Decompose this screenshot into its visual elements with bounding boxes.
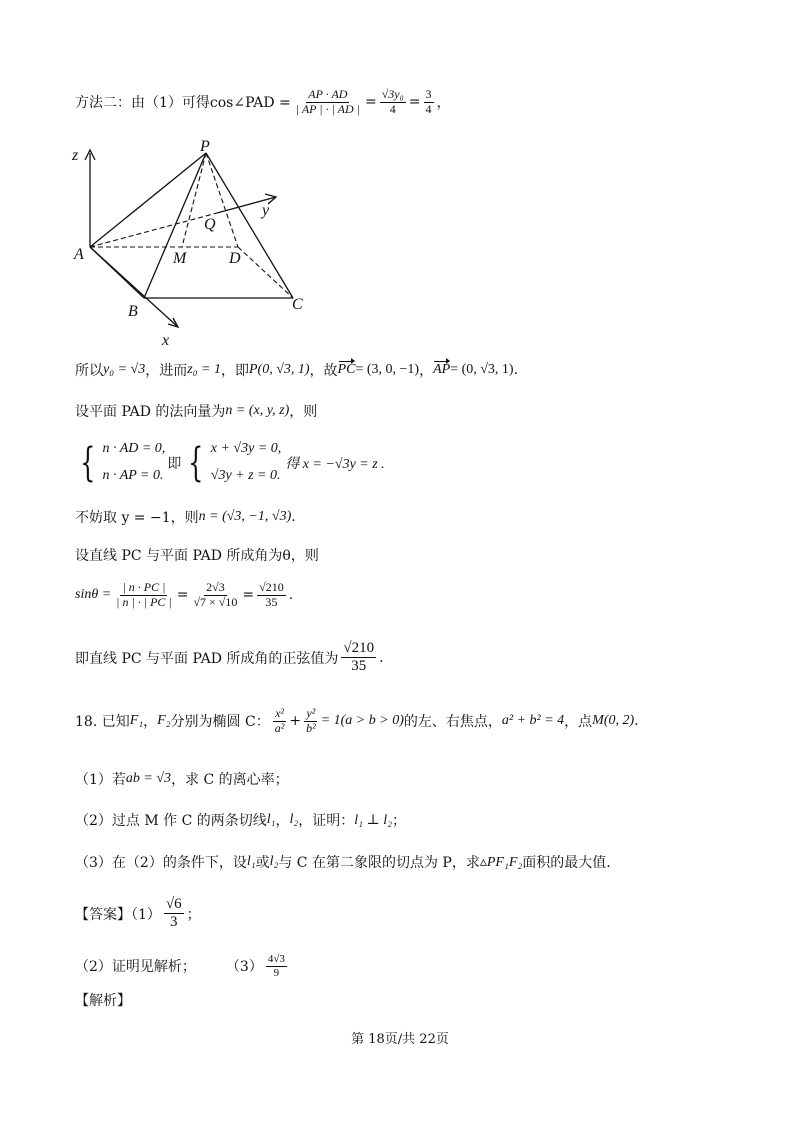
z0-value: z₀ = 1: [187, 362, 221, 377]
answer-3-fraction: $\frac{4√3}{9}$: [267, 953, 285, 979]
answer-line-2: （2）证明见解析； （3） $\frac{4√3}{9}$: [75, 953, 285, 979]
cos-fraction-2: $\frac{\text{√3y₀}}{4}$: [381, 87, 404, 116]
cos-fraction-1: $\frac{AP \cdot AD}{| AP | \cdot | AD |}$: [295, 87, 360, 116]
y0-value: y₀ = √3: [103, 362, 146, 377]
edge-PB: [144, 153, 206, 298]
pyramid-figure: [60, 135, 340, 350]
system-1: n · AD = 0, n · AP = 0.: [102, 441, 166, 483]
label-B: B: [128, 303, 138, 320]
y-axis-hidden: [90, 213, 217, 247]
normal-vector-value: n = (√3, −1, √3): [198, 509, 292, 524]
sine-fraction-1: $\frac{| n \cdot PC |}{| n | \cdot | PC |}$: [116, 580, 172, 609]
answer-line: 【答案】（1） $\frac{√6}{3}$ ；: [75, 896, 201, 931]
question-18: 18. 已知 F₁ ， F₂ 分别为椭圆 C： $\frac{\text{x²}}{\text{a²}}$ + $\frac{\text{y²}}{\text{b²}}$ = 1(a > b > 0) 的左、右焦点， a² + b² = 4 ，点 M(0, 2) .: [75, 706, 639, 735]
label-M: M: [173, 250, 187, 267]
vector-PC-value: = (3, 0, −1): [355, 362, 420, 377]
vector-AP-value: = (0, √3, 1): [450, 362, 514, 377]
result-line: 所以 y₀ = √3 ，进而 z₀ = 1 ，即 P(0, √3, 1) ，故 PC = (3, 0, −1) ， AP = (0, √3, 1) .: [75, 362, 519, 379]
label-y: y: [262, 202, 270, 219]
label-C: C: [292, 296, 303, 313]
normal-vector-line: 设平面 PAD 的法向量为 n = (x, y, z) ，则: [75, 403, 318, 420]
choose-y-line: 不妨取 y = −1，则 n = (√3, −1, √3) .: [75, 509, 296, 526]
edge-PA: [90, 153, 206, 247]
edge-DC: [238, 247, 293, 298]
label-Q: Q: [204, 216, 216, 233]
method-two-line: 方法二：由（1）可得cos∠PAD = $\frac{AP \cdot AD}{| AP | \cdot | AD |}$ = $\frac{\text{√3y₀}}{4}$ = $\frac{3}{4}$ ，: [75, 87, 451, 116]
equation-system-line: { n · AD = 0, n · AP = 0. 即 { x + √3y = 0, √3y + z = 0. 得 x = −√3y = z .: [75, 438, 385, 488]
left-brace-2: {: [188, 440, 204, 486]
analysis-label: 【解析】: [75, 993, 131, 1009]
sine-fraction-2: $\frac{2√3}{√7 \times √10}$: [193, 580, 238, 609]
point-P: P(0, √3, 1): [248, 362, 310, 377]
sine-result-fraction: $\frac{√210}{35}$: [343, 640, 375, 675]
ellipse-y-term: $\frac{\text{y²}}{\text{b²}}$: [306, 706, 316, 735]
left-brace-1: {: [80, 440, 96, 486]
label-P: P: [200, 138, 210, 155]
cos-fraction-3: $\frac{3}{4}$: [425, 87, 432, 116]
ellipse-x-term: $\frac{\text{x²}}{\text{a²}}$: [274, 706, 285, 735]
page-footer: 第 18页/共 22页: [351, 1032, 449, 1047]
question-18-part-2: （2）过点 M 作 C 的两条切线 l₁ ， l₂ ，证明： l₁ ⊥ l₂ ；: [75, 812, 406, 829]
answer-1-fraction: $\frac{√6}{3}$: [165, 896, 182, 931]
vector-PC: PC: [337, 362, 356, 377]
system-2: x + √3y = 0, √3y + z = 0.: [210, 441, 282, 483]
label-A: A: [74, 246, 84, 263]
question-18-part-3: （3）在（2）的条件下，设 l₁ 或 l₂ 与 C 在第二象限的切点为 P，求 ▵PF₁F₂ 面积的最大值.: [75, 854, 611, 871]
label-z: z: [72, 147, 79, 164]
edge-PC: [206, 153, 293, 298]
angle-def-line: 设直线 PC 与平面 PAD 所成角为θ，则: [75, 548, 319, 564]
method-two-prefix: 方法二：由（1）可得cos∠PAD =: [75, 95, 291, 112]
sine-result-line: 即直线 PC 与平面 PAD 所成角的正弦值为 $\frac{√210}{35}$ .: [75, 640, 384, 675]
sine-line: sinθ = $\frac{| n \cdot PC |}{| n | \cdot | PC |}$ = $\frac{2√3}{√7 \times √10}$ = $\frac{√210}{35}$ .: [75, 580, 294, 609]
label-x: x: [162, 332, 170, 349]
edge-AB: [90, 247, 144, 298]
normal-vector: n = (x, y, z): [225, 403, 290, 418]
sine-fraction-3: $\frac{√210}{35}$: [259, 580, 284, 609]
label-D: D: [229, 250, 241, 267]
question-18-part-1: （1）若 ab = √3 ，求 C 的离心率；: [75, 771, 289, 788]
vector-AP: AP: [433, 362, 451, 377]
